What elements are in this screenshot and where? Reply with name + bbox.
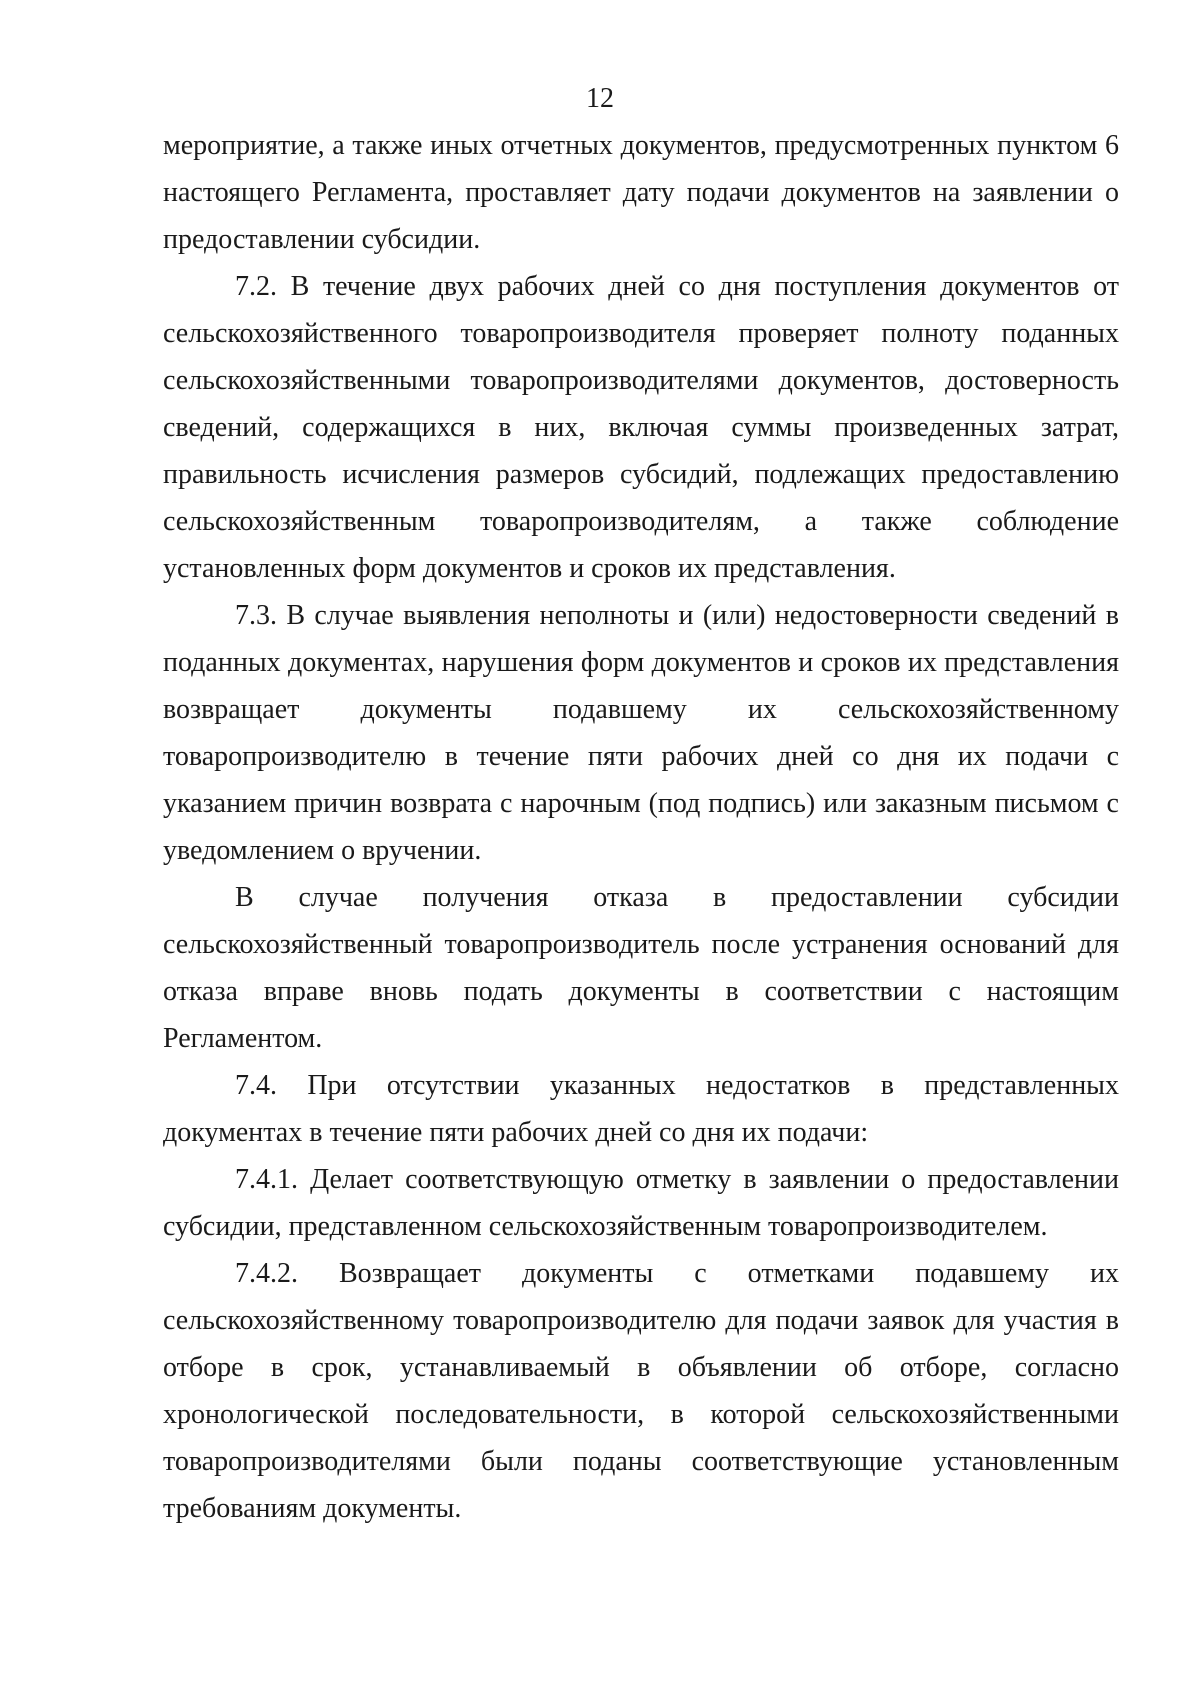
paragraph-7-4-1: 7.4.1. Делает соответствующую отметку в заявлении о предоставлении субсидии, представленном сельскохозяйственным товаропроизводителем. xyxy=(163,1164,1119,1242)
paragraph-7-3: 7.3. В случае выявления неполноты и (или) недостоверности сведений в поданных документах, нарушения форм документов и сроков их представления возвращает документы подавшему их сельскохозяйственному товаропроизводителю в течение пяти рабочих дней со дня их подачи с указанием причин возврата с нарочным (под подпись) или заказным письмом с уведомлением о вручении. xyxy=(163,600,1119,866)
paragraph-7-4-2: 7.4.2. Возвращает документы с отметками подавшему их сельскохозяйственному товаропроизводителю для подачи заявок для участия в отборе в срок, устанавливаемый в объявлении об отборе, согласно хронологической последовательности, в которой сельскохозяйственными товаропроизводителями были поданы соответствующие установленным требованиям документы. xyxy=(163,1258,1119,1524)
paragraph-7-2: 7.2. В течение двух рабочих дней со дня поступления документов от сельскохозяйственного товаропроизводителя проверяет полноту поданных сельскохозяйственными товаропроизводителями документов, достоверность сведений, содержащихся в них, включая суммы произведенных затрат, правильность исчисления размеров субсидий, подлежащих предоставлению сельскохозяйственным товаропроизводителям, а также соблюдение установленных форм документов и сроков их представления. xyxy=(163,271,1119,584)
page-number: 12 xyxy=(586,83,614,114)
document-body xyxy=(163,122,1119,1532)
paragraph-refusal: В случае получения отказа в предоставлении субсидии сельскохозяйственный товаропроизводитель после устранения оснований для отказа вправе вновь подать документы в соответствии с настоящим Регламентом. xyxy=(163,882,1119,1054)
paragraph-continuation: мероприятие, а также иных отчетных документов, предусмотренных пунктом 6 настоящего Регламента, проставляет дату подачи документов на заявлении о предоставлении субсидии. xyxy=(163,130,1119,255)
paragraph-7-4: 7.4. При отсутствии указанных недостатков в представленных документах в течение пяти рабочих дней со дня их подачи: xyxy=(163,1070,1119,1148)
